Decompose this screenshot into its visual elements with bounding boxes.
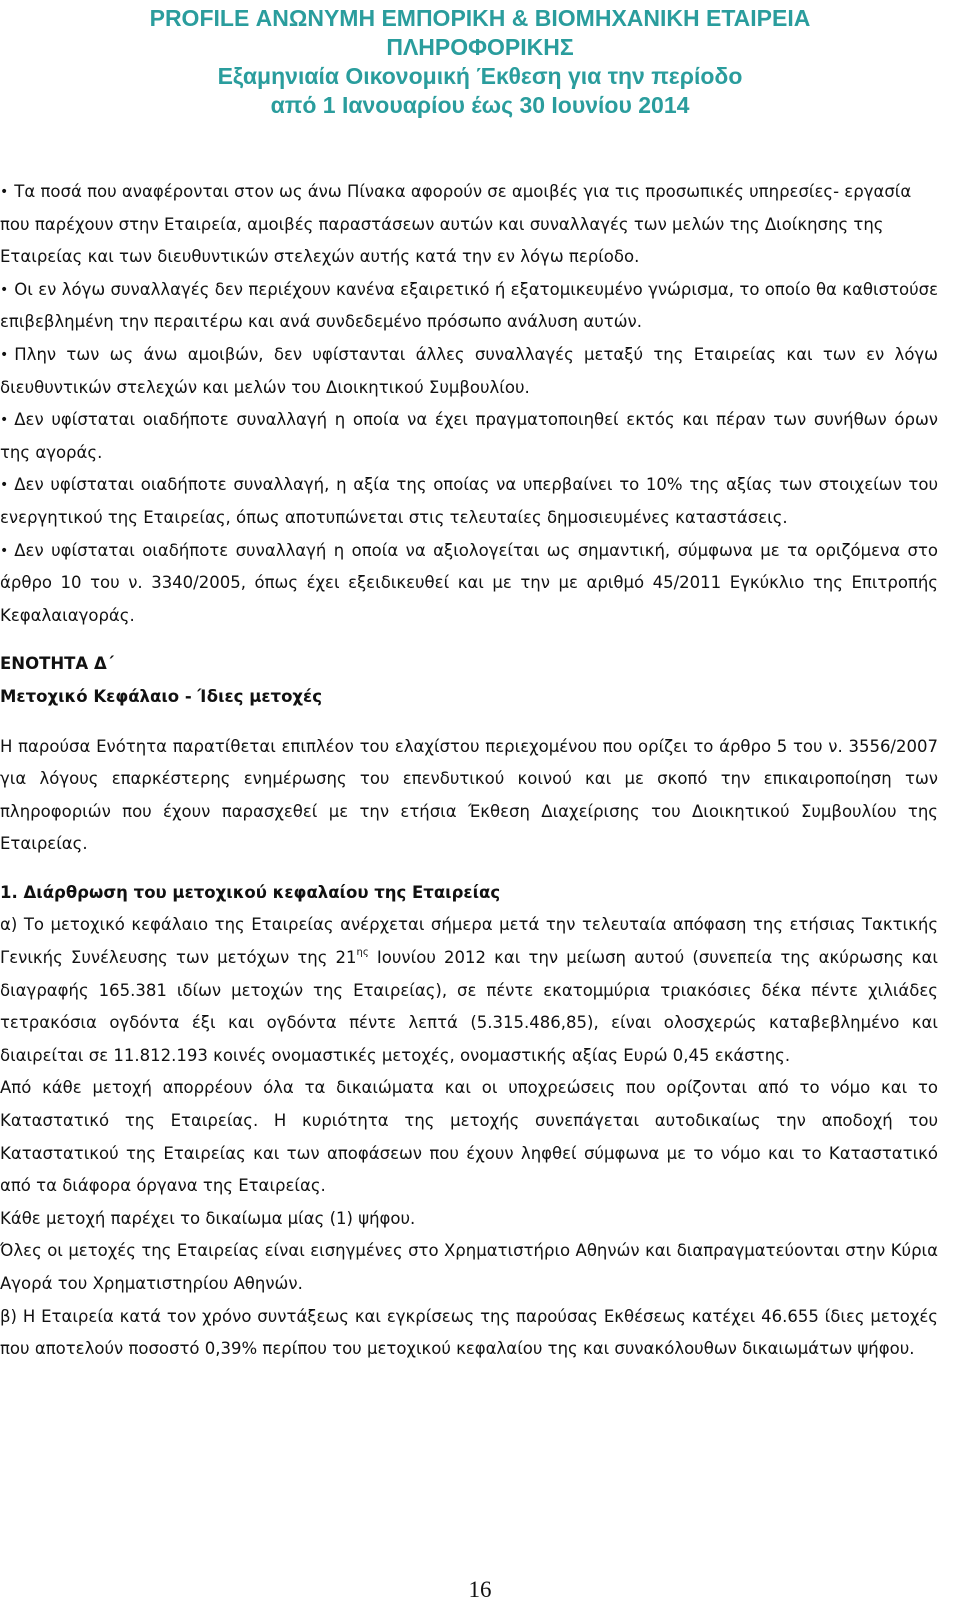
company-name-line1: PROFILE ΑΝΩΝΥΜΗ ΕΜΠΟΡΙΚΗ & ΒΙΟΜΗΧΑΝΙΚΗ ΕΤΑΙΡΕΙΑ: [149, 5, 811, 31]
bullet-text: Τα ποσά που αναφέρονται στον ως άνω Πίνακα αφορούν σε αμοιβές για τις προσωπικές υπηρεσίες- εργασία που παρέχουν στην Εταιρεία, αμοιβές παραστάσεων αυτών και συναλλαγές των μελών της Διοίκησης της Εταιρείας και των διευθυντικών στελεχών αυτής κατά την εν λόγω περίοδο.: [0, 182, 912, 267]
bullet-icon: •: [0, 412, 9, 429]
document-body: [0, 176, 960, 1366]
bullet-icon: •: [0, 542, 9, 559]
ordinal-superscript: ης: [356, 947, 369, 959]
paragraph-a-text-end: Ιουνίου 2012 και την μείωση αυτού (συνεπεία της ακύρωσης και διαγραφής 165.381 ιδίων μετοχών της Εταιρείας), σε πέντε εκατομμύρια τριακόσιες δέκα πέντε χιλιάδες τετρακόσια ογδόντα έξι και ογδόντα πέντε λεπτά (5.315.486,85), είναι ολοσχερώς καταβεβλημένο και διαιρείται σε 11.812.193 κοινές ονομαστικές μετοχές, ονομαστικής αξίας Ευρώ 0,45 εκάστης.: [0, 948, 938, 1065]
bullet-icon: •: [0, 281, 9, 298]
bullet-item: [0, 274, 960, 339]
bullet-text: Δεν υφίσταται οιαδήποτε συναλλαγή η οποία να έχει πραγματοποιηθεί εκτός και πέραν των συνήθων όρων της αγοράς.: [0, 410, 938, 462]
report-title: Εξαμηνιαία Οικονομική Έκθεση για την περίοδο: [217, 63, 743, 89]
paragraph-b: β) Η Εταιρεία κατά τον χρόνο συντάξεως και εγκρίσεως της παρούσας Εκθέσεως κατέχει 46.655 ίδιες μετοχές που αποτελούν ποσοστό 0,39% περίπου του μετοχικού κεφαλαίου της και συνακόλουθων δικαιωμάτων ψήφου.: [0, 1306, 938, 1359]
page-number: 16: [468, 1577, 492, 1602]
bullet-icon: •: [0, 184, 9, 200]
subsection-number: 1.: [0, 882, 18, 902]
listing-paragraph: Όλες οι μετοχές της Εταιρείας είναι εισηγμένες στο Χρηματιστήριο Αθηνών και διαπραγματεύονται στην Κύρια Αγορά του Χρηματιστηρίου Αθηνών.: [0, 1241, 938, 1293]
subsection-title: Διάρθρωση του μετοχικού κεφαλαίου της Εταιρείας: [23, 882, 501, 902]
section-title: ΕΝΟΤΗΤΑ Δ΄: [0, 654, 114, 674]
vote-paragraph: Κάθε μετοχή παρέχει το δικαίωμα μίας (1) ψήφου.: [0, 1208, 416, 1228]
subsection-heading: [0, 877, 960, 910]
bullet-item: [0, 176, 960, 274]
rights-paragraph: Από κάθε μετοχή απορρέουν όλα τα δικαιώματα και οι υποχρεώσεις που ορίζονται από το νόμο και το Καταστατικό της Εταιρείας. Η κυριότητα της μετοχής συνεπάγεται αυτοδικαίως την αποδοχή του Καταστατικού της Εταιρείας και των αποφάσεων που έχουν ληφθεί σύμφωνα με το νόμο και το Καταστατικό από τα διάφορα όργανα της Εταιρείας.: [0, 1078, 938, 1196]
company-name-line2: ΠΛΗΡΟΦΟΡΙΚΗΣ: [386, 34, 574, 60]
bullet-text: Οι εν λόγω συναλλαγές δεν περιέχουν κανένα εξαιρετικό ή εξατομικευμένο γνώρισμα, το οποίο θα καθιστούσε επιβεβλημένη την περαιτέρω και ανά συνδεδεμένο πρόσωπο ανάλυση αυτών.: [0, 279, 938, 332]
paragraph-a: [0, 909, 960, 1072]
bullet-item: [0, 535, 960, 633]
intro-paragraph: Η παρούσα Ενότητα παρατίθεται επιπλέον του ελαχίστου περιεχομένου που ορίζει το άρθρο 5 του ν. 3556/2007 για λόγους επαρκέστερης ενημέρωσης του επενδυτικού κοινού και με σκοπό την επικαιροποίηση των πληροφοριών που έχουν παρασχεθεί με την ετήσια Έκθεση Διαχείρισης του Διοικητικού Συμβουλίου της Εταιρείας.: [0, 736, 938, 854]
bullet-item: [0, 339, 960, 404]
bullet-text: Πλην των ως άνω αμοιβών, δεν υφίστανται άλλες συναλλαγές μεταξύ της Εταιρείας και των εν λόγω διευθυντικών στελεχών και μελών του Διοικητικού Συμβουλίου.: [0, 344, 938, 397]
section-subtitle: Μετοχικό Κεφάλαιο - Ίδιες μετοχές: [0, 686, 323, 706]
bullet-text: Δεν υφίσταται οιαδήποτε συναλλαγή η οποία να αξιολογείται ως σημαντική, σύμφωνα με τα οριζόμενα στο άρθρο 10 του ν. 3340/2005, όπως έχει εξειδικευθεί και με την με αριθμό 45/2011 Εγκύκλιο της Επιτροπής Κεφαλαιαγοράς.: [0, 540, 938, 625]
report-period: από 1 Ιανουαρίου έως 30 Ιουνίου 2014: [270, 92, 690, 118]
bullet-item: [0, 404, 960, 469]
bullet-item: [0, 469, 960, 534]
bullet-icon: •: [0, 346, 9, 363]
paragraph-a-text-start: α) Το μετοχικό κεφάλαιο της Εταιρείας ανέρχεται σήμερα μετά την τελευταία απόφαση της ετήσιας Τακτικής Γενικής Συνέλευσης των μετόχων της 21: [0, 915, 938, 968]
report-header: [0, 4, 960, 120]
bullet-text: Δεν υφίσταται οιαδήποτε συναλλαγή, η αξία της οποίας να υπερβαίνει το 10% της αξίας των στοιχείων του ενεργητικού της Εταιρείας, όπως αποτυπώνεται στις τελευταίες δημοσιευμένες καταστάσεις.: [0, 475, 938, 527]
bullet-icon: •: [0, 477, 9, 494]
